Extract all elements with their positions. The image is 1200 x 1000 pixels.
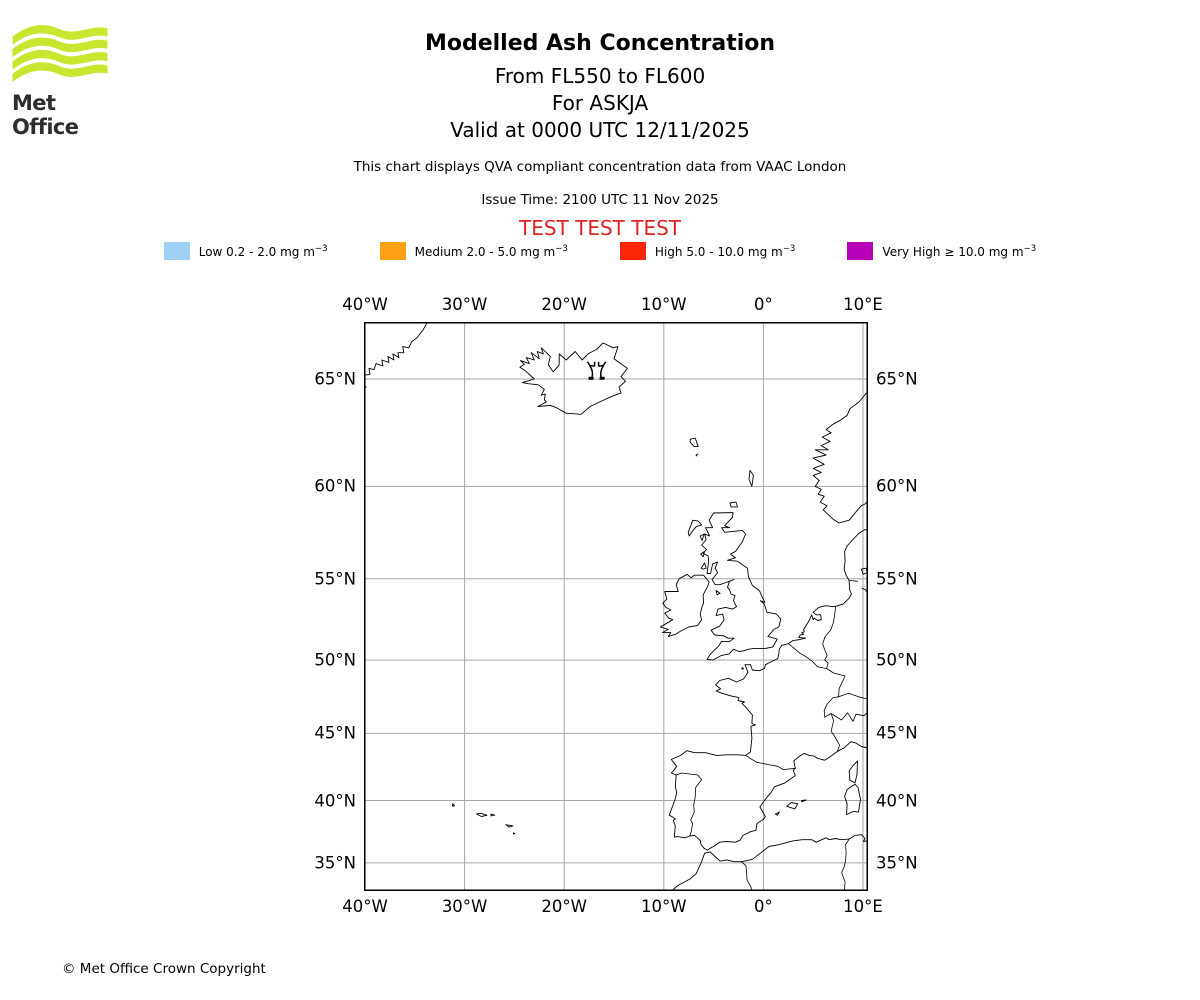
country-border — [676, 773, 701, 836]
coastline — [453, 804, 455, 807]
country-border — [827, 669, 846, 697]
volcano-marker — [588, 362, 606, 379]
coastline — [491, 814, 495, 816]
lat-tick-label: 45°N — [314, 723, 356, 743]
legend-label-low: Low 0.2 - 2.0 mg $m^{-3}$ — [198, 243, 328, 259]
legend-swatch-very-high — [847, 242, 873, 260]
concentration-legend — [0, 242, 1200, 260]
coastline — [696, 454, 698, 456]
coastline — [513, 833, 515, 834]
lat-tick-label: 60°N — [876, 476, 918, 496]
country-border — [842, 839, 850, 891]
coastline — [669, 530, 867, 851]
lon-tick-label: 40°W — [342, 295, 388, 314]
lat-tick-label: 55°N — [314, 569, 356, 589]
lon-tick-label: 10°E — [843, 295, 883, 314]
coastline — [364, 322, 429, 376]
coastline — [690, 438, 698, 446]
coastline — [730, 502, 738, 507]
coastline — [775, 812, 779, 815]
met-office-wordmark: Met Office — [12, 91, 79, 139]
coastline — [660, 574, 709, 636]
country-border — [788, 644, 826, 669]
legend-item-low — [164, 242, 328, 260]
lon-tick-label: 30°W — [441, 295, 488, 314]
lat-tick-label: 65°N — [876, 369, 918, 389]
coastline — [477, 813, 488, 816]
lon-tick-label: 40°W — [342, 897, 388, 916]
lat-tick-label: 35°N — [314, 853, 356, 873]
country-border — [824, 648, 828, 668]
coastline — [742, 668, 744, 670]
coastline — [716, 591, 720, 595]
coastline — [700, 534, 704, 540]
country-border — [849, 580, 857, 581]
copyright-notice: © Met Office Crown Copyright — [62, 961, 266, 977]
coastline — [688, 520, 701, 536]
coastline — [506, 825, 513, 828]
lat-tick-label: 55°N — [876, 569, 918, 589]
coastline — [749, 470, 753, 486]
page-title: Modelled Ash Concentration — [424, 31, 776, 56]
coastline — [787, 803, 798, 809]
lat-tick-label: 50°N — [876, 650, 918, 670]
lon-tick-label: 20°W — [541, 897, 587, 916]
lon-tick-label: 20°W — [541, 295, 587, 314]
country-border — [831, 712, 867, 721]
coastline — [813, 392, 867, 523]
issue-time: Issue Time: 2100 UTC 11 Nov 2025 — [481, 192, 719, 208]
volcano-subtitle: For ASKJA — [551, 91, 649, 115]
map-canvas — [364, 322, 868, 891]
legend-item-very-high — [847, 242, 1036, 260]
map-frame — [365, 323, 868, 891]
coastline — [845, 784, 861, 814]
coastline — [702, 513, 781, 661]
test-banner: TEST TEST TEST — [518, 216, 681, 240]
coastline — [701, 563, 706, 569]
country-border — [823, 607, 836, 648]
lat-tick-label: 45°N — [876, 723, 918, 743]
legend-swatch-medium — [380, 242, 406, 260]
legend-label-very-high: Very High ≥ 10.0 mg $m^{-3}$ — [882, 243, 1037, 259]
lon-tick-label: 30°W — [441, 897, 488, 916]
lon-tick-label: 10°W — [641, 295, 687, 314]
legend-swatch-low — [164, 242, 190, 260]
lon-tick-label: 10°W — [641, 897, 687, 916]
lon-tick-label: 0° — [754, 897, 773, 916]
country-border — [742, 862, 752, 891]
lat-tick-label: 35°N — [876, 853, 918, 873]
country-border — [824, 697, 839, 751]
lat-tick-label: 50°N — [314, 650, 356, 670]
qva-description: This chart displays QVA compliant concentration data from VAAC London — [353, 159, 847, 175]
lat-tick-label: 40°N — [876, 791, 918, 810]
legend-item-medium — [380, 242, 568, 260]
lon-tick-label: 10°E — [843, 897, 883, 916]
lat-tick-label: 60°N — [314, 476, 356, 496]
country-border — [746, 755, 796, 769]
legend-swatch-high — [620, 242, 646, 260]
legend-label-medium: Medium 2.0 - 5.0 mg $m^{-3}$ — [414, 243, 568, 259]
lat-tick-label: 40°N — [314, 791, 356, 810]
lon-tick-label: 0° — [754, 295, 773, 314]
coastline — [849, 761, 857, 783]
valid-time-subtitle: Valid at 0000 UTC 12/11/2025 — [450, 118, 750, 142]
map-svg — [364, 322, 868, 891]
legend-label-high: High 5.0 - 10.0 mg $m^{-3}$ — [654, 243, 796, 259]
flight-level-subtitle: From FL550 to FL600 — [494, 64, 706, 88]
legend-item-high — [620, 242, 796, 260]
lat-tick-label: 65°N — [314, 369, 356, 389]
